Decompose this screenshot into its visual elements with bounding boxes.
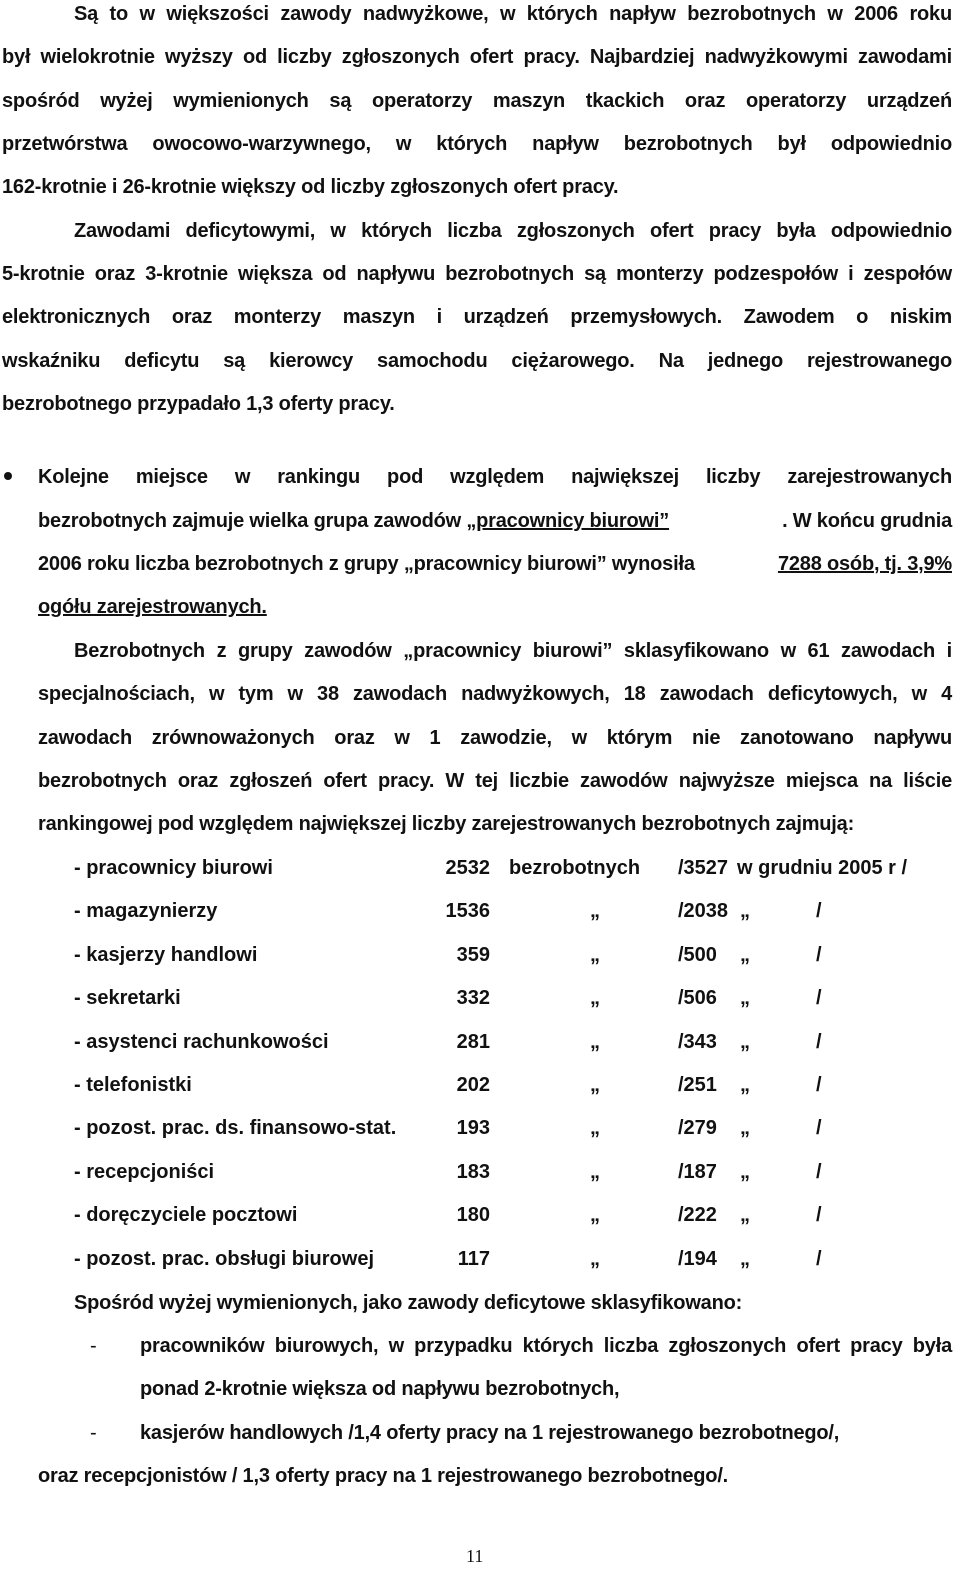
p1-line-1: Są to w większości zawody nadwyżkowe, w których napływ bezrobotnych w 2006 roku — [74, 3, 952, 25]
ranking-row-ditto: „ — [590, 1161, 600, 1183]
ranking-row-slash: / — [816, 944, 822, 966]
bullet-line-2-text: bezrobotnych zajmuje wielka grupa zawodów — [38, 510, 467, 532]
bullet-line-3-text: 2006 roku liczba bezrobotnych z grupy „pracownicy biurowi” wynosiła — [38, 553, 701, 575]
closing-line: oraz recepcjonistów / 1,3 oferty pracy na 1 rejestrowanego bezrobotnego/. — [38, 1465, 729, 1487]
bullet-icon — [4, 472, 12, 480]
deficit-item-1-line-1: pracowników biurowych, w przypadku których liczba zgłoszonych ofert pracy była — [140, 1335, 952, 1357]
deficit-dash-1: - — [90, 1335, 97, 1357]
ranking-row-value-2005: /506 — [678, 987, 717, 1009]
ranking-row-value-2006: 1536 — [445, 900, 490, 922]
ranking-row-ditto: „ — [590, 900, 600, 922]
ranking-row-ditto-2: „ — [740, 1031, 750, 1053]
p3-line-5: rankingowej pod względem największej liczby zarejestrowanych bezrobotnych zajmują: — [38, 813, 855, 835]
ranking-row-value-2005: /500 — [678, 944, 717, 966]
page-number: 11 — [466, 1546, 484, 1566]
deficit-intro: Spośród wyżej wymienionych, jako zawody deficytowe sklasyfikowano: — [74, 1292, 743, 1314]
bullet-line-4: ogółu zarejestrowanych. — [38, 596, 267, 618]
bullet-count: 7288 osób, tj. 3,9% — [777, 553, 952, 575]
ranking-row-slash: / — [816, 1117, 822, 1139]
bullet-line-3 — [38, 552, 952, 576]
ranking-row-ditto-2: „ — [740, 1117, 750, 1139]
p3-line-3: zawodach zrównoważonych oraz w 1 zawodzie, w którym nie zanotowano napływu — [38, 727, 952, 749]
bullet-line-2-end: . W końcu grudnia — [782, 510, 952, 532]
ranking-row-unit: bezrobotnych — [509, 857, 641, 879]
ranking-row-ditto-2: „ — [740, 987, 750, 1009]
p2-line-1: Zawodami deficytowymi, w których liczba zgłoszonych ofert pracy była odpowiednio — [74, 220, 952, 242]
ranking-row-ditto: „ — [590, 1117, 600, 1139]
ranking-row-ditto-2: „ — [740, 1204, 750, 1226]
ranking-row-name: - sekretarki — [74, 987, 181, 1009]
bullet-group-name: „pracownicy biurowi” — [466, 510, 670, 532]
ranking-row-ditto: „ — [590, 987, 600, 1009]
p3-line-2: specjalnościach, w tym w 38 zawodach nadwyżkowych, 18 zawodach deficytowych, w 4 — [38, 683, 952, 705]
ranking-row-name: - magazynierzy — [74, 900, 218, 922]
ranking-row-name: - recepcjoniści — [74, 1161, 215, 1183]
ranking-row-slash: / — [816, 1031, 822, 1053]
p1-line-3: spośród wyżej wymienionych są operatorzy maszyn tkackich oraz operatorzy urządzeń — [2, 90, 952, 112]
p3-line-4: bezrobotnych oraz zgłoszeń ofert pracy. W tej liczbie zawodów najwyższe miejsca na liście — [38, 770, 952, 792]
ranking-row-slash: / — [816, 900, 822, 922]
ranking-row-value-2005: /279 — [678, 1117, 717, 1139]
ranking-row-slash: / — [816, 987, 822, 1009]
ranking-row-name: - kasjerzy handlowi — [74, 944, 258, 966]
ranking-row-slash: / — [816, 1161, 822, 1183]
ranking-row-name: - pozost. prac. obsługi biurowej — [74, 1248, 375, 1270]
ranking-row-value-2005: /2038 — [678, 900, 729, 922]
ranking-row-ditto: „ — [590, 1248, 600, 1270]
ranking-row-ditto-2: „ — [740, 1161, 750, 1183]
ranking-row-value-2006: 180 — [456, 1204, 490, 1226]
ranking-row-ditto-2: „ — [740, 1074, 750, 1096]
ranking-row-value-2006: 359 — [456, 944, 490, 966]
ranking-row-value-2006: 193 — [456, 1117, 490, 1139]
ranking-row-value-2005: /343 — [678, 1031, 717, 1053]
bullet-line-2 — [38, 509, 952, 533]
ranking-row-name: - pracownicy biurowi — [74, 857, 273, 879]
ranking-row-value-2005: /222 — [678, 1204, 717, 1226]
ranking-row-ditto-2: „ — [740, 944, 750, 966]
ranking-row-slash: / — [816, 1204, 822, 1226]
ranking-row-value-2006: 2532 — [445, 857, 490, 879]
deficit-dash-2: - — [90, 1422, 97, 1444]
p2-line-2: 5-krotnie oraz 3-krotnie większa od napływu bezrobotnych są monterzy podzespołów i zespołów — [2, 263, 952, 285]
p2-line-3: elektronicznych oraz monterzy maszyn i urządzeń przemysłowych. Zawodem o niskim — [2, 306, 952, 328]
ranking-row-name: - pozost. prac. ds. finansowo-stat. — [74, 1117, 397, 1139]
p1-line-2: był wielokrotnie wyższy od liczby zgłoszonych ofert pracy. Najbardziej nadwyżkowymi zawodami — [2, 46, 952, 68]
ranking-row-tail: w grudniu 2005 r / — [737, 857, 908, 879]
ranking-row-value-2005: /194 — [678, 1248, 717, 1270]
p2-line-4: wskaźniku deficytu są kierowcy samochodu ciężarowego. Na jednego rejestrowanego — [2, 350, 952, 372]
ranking-row-ditto: „ — [590, 944, 600, 966]
ranking-row-value-2005: /187 — [678, 1161, 717, 1183]
ranking-row-ditto-2: „ — [740, 1248, 750, 1270]
ranking-row-value-2006: 202 — [456, 1074, 490, 1096]
deficit-item-2-line-1: kasjerów handlowych /1,4 oferty pracy na 1 rejestrowanego bezrobotnego/, — [140, 1422, 840, 1444]
ranking-row-slash: / — [816, 1248, 822, 1270]
ranking-row-ditto: „ — [590, 1204, 600, 1226]
ranking-row-value-2005: /3527 — [678, 857, 729, 879]
ranking-row-value-2006: 332 — [456, 987, 490, 1009]
p2-line-5: bezrobotnego przypadało 1,3 oferty pracy. — [2, 393, 395, 415]
ranking-row-ditto: „ — [590, 1074, 600, 1096]
p1-line-5: 162-krotnie i 26-krotnie większy od liczby zgłoszonych ofert pracy. — [2, 176, 619, 198]
ranking-row-name: - telefonistki — [74, 1074, 192, 1096]
ranking-row-ditto-2: „ — [740, 900, 750, 922]
ranking-row-value-2005: /251 — [678, 1074, 717, 1096]
ranking-row-ditto: „ — [590, 1031, 600, 1053]
ranking-row-value-2006: 117 — [457, 1248, 490, 1270]
ranking-row-value-2006: 281 — [456, 1031, 490, 1053]
p3-line-1: Bezrobotnych z grupy zawodów „pracownicy biurowi” sklasyfikowano w 61 zawodach i — [74, 640, 952, 662]
p1-line-4: przetwórstwa owocowo-warzywnego, w których napływ bezrobotnych był odpowiednio — [2, 133, 952, 155]
ranking-row-name: - asystenci rachunkowości — [74, 1031, 329, 1053]
bullet-line-1: Kolejne miejsce w rankingu pod względem największej liczby zarejestrowanych — [38, 466, 952, 488]
deficit-item-1-line-2: ponad 2-krotnie większa od napływu bezrobotnych, — [140, 1378, 620, 1400]
ranking-row-name: - doręczyciele pocztowi — [74, 1204, 298, 1226]
ranking-row-slash: / — [816, 1074, 822, 1096]
ranking-row-value-2006: 183 — [456, 1161, 490, 1183]
